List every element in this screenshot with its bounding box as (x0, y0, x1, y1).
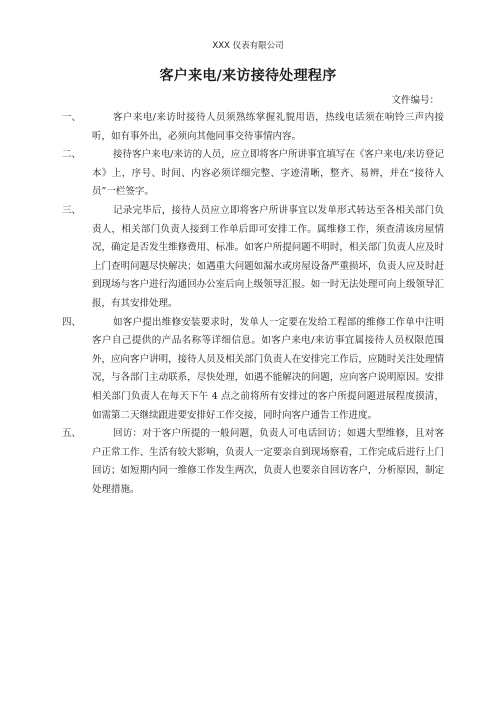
procedure-item-1 (62, 109, 444, 146)
procedure-item-5 (62, 425, 444, 499)
item-number: 二、 (62, 149, 82, 161)
procedure-item-3 (62, 202, 444, 314)
item-text: 如客户提出维修安装要求时，发单人一定要在发给工程部的维修工作单中注明客户自己提供的产品名称等详细信息。如客户来电/来访事宜属接待人员权限范围外，应向客户讲明，接待人员及相关部门负责人在安排完工作后，应随时关注处理情况，与各部门主动联系，尽快处理，如遇不能解决的问题，应向客户说明原因。安排相关部门负责人在每天下午 4 点之前将所有安排过的客户所提问题进展程度摸清，如需第二天继续跟进要安排好工作交接，同时向客户通告工作进度。 (92, 316, 444, 421)
item-number: 一、 (62, 112, 82, 123)
document-title: 客户来电/来访接待处理程序 (159, 68, 337, 84)
item-text: 接待客户来电/来访的人员，应立即将客户所讲事宜填写在《客户来电/来访登记本》上，序号、时间、内容必须详细完整、字迹清晰，整齐、易辨，并在“接待人员”一栏签字。 (92, 149, 444, 198)
item-text: 记录完毕后，接待人员应立即将客户所讲事宜以发单形式转达至各相关部门负责人，相关部门负责人接到工作单后即可安排工作。属维修工作，须查清该房屋情况，确定是否发生维修费用、标准。如客户所提问题不明时，相关部门负责人应及时上门查明问题尽快解决；如遇重大问题如漏水或房屋设备严重损坏，负责人应及时赶到现场与客户进行沟通回办公室后向上级领导汇报。如一时无法处理可向上级领导汇报，有其安排处理。 (92, 204, 444, 309)
procedure-list (62, 109, 444, 499)
item-number: 五、 (62, 428, 82, 440)
item-text: 客户来电/来访时接待人员须熟练掌握礼貌用语，热线电话须在响铃三声内接听，如有事外出，必须向其他同事交待事情内容。 (92, 112, 444, 142)
item-number: 三、 (62, 204, 82, 216)
company-name: XXX 仪表有限公司 (212, 41, 284, 51)
procedure-item-2 (62, 146, 444, 202)
item-text: 回访：对于客户所提的一般问题，负责人可电话回访；如遇大型维修，且对客户正常工作、生活有较大影响，负责人一定要亲自到现场察看，工作完成后进行上门回访；如短期内同一维修工作发生两次，负责人也要亲自回访客户，分析原因，制定处理措施。 (92, 428, 444, 495)
procedure-item-4 (62, 314, 444, 426)
document-number-label: 文件编号： (391, 95, 439, 106)
item-number: 四、 (62, 316, 82, 328)
